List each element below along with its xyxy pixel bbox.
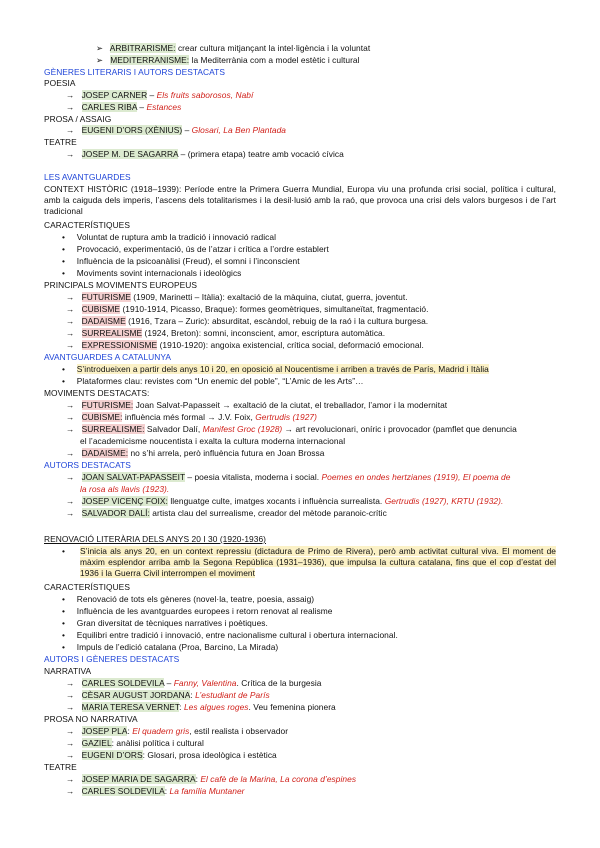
bullet-icon: •: [62, 606, 65, 616]
list-item: → CARLES SOLDEVILA – Fanny, Valentina. Crítica de la burgesia: [66, 678, 322, 688]
movement-name: MEDITERRANISME:: [110, 55, 190, 65]
section-heading: AUTORS DESTACATS: [44, 460, 131, 470]
bullet-icon: •: [62, 256, 65, 266]
bullet-icon: •: [62, 630, 65, 640]
subheading: CARACTERÍSTIQUES: [44, 220, 130, 230]
list-item: → FUTURISME: Joan Salvat-Papasseit → exaltació de la ciutat, el treballador, l’amor i la modernitat: [66, 400, 448, 410]
list-item: • Provocació, experimentació, ús de l’atzar i crítica a l’ordre establert: [62, 244, 329, 254]
arrow-bullet-icon: ➢: [96, 43, 104, 53]
list-item: → JOSEP CARNER – Els fruits saborosos, Nabí: [66, 90, 254, 100]
section-heading: LES AVANTGUARDES: [44, 172, 131, 182]
list-item: → CÈSAR AUGUST JORDANA: L’estudiant de París: [66, 690, 270, 700]
subheading: PRINCIPALS MOVIMENTS EUROPEUS: [44, 280, 198, 290]
list-item: → SALVADOR DALÍ: artista clau del surrealisme, creador del mètode paranoic-crític: [66, 508, 387, 518]
list-item: • Renovació de tots els gèneres (novel·la, teatre, poesia, assaig): [62, 594, 315, 604]
list-item: → JOSEP MARIA DE SAGARRA: El cafè de la Marina, La corona d’espines: [66, 774, 357, 784]
section-heading: AUTORS I GÈNERES DESTACATS: [44, 654, 180, 664]
list-item: → CUBISME: influència més formal → J.V. Foix, Gertrudis (1927): [66, 412, 317, 422]
list-item: • Equilibri entre tradició i innovació, entre nacionalisme cultural i obertura internacional.: [62, 630, 398, 640]
list-item: → CARLES SOLDEVILA: La família Muntaner: [66, 786, 245, 796]
list-item: → JOAN SALVAT-PAPASSEIT – poesia vitalista, moderna i social. Poemes en ondes hertzianes (1919), El poema de: [66, 472, 511, 482]
section-heading: AVANTGUARDES A CATALUNYA: [44, 352, 172, 362]
list-item: → SURREALISME (1924, Breton): somni, inconscient, amor, escriptura automàtica.: [66, 328, 386, 338]
list-item: → SURREALISME: Salvador Dalí, Manifest Groc (1928) → art revolucionari, oníric i provocador (pamflet que denuncia: [66, 424, 517, 434]
bullet-icon: •: [62, 594, 65, 604]
bullet-icon: •: [62, 376, 65, 386]
list-item: • Influència de les avantguardes europees i retorn renovat al realisme: [62, 606, 333, 616]
list-item: → MARIA TERESA VERNET: Les algues roges. Veu femenina pionera: [66, 702, 336, 712]
subheading: CARACTERÍSTIQUES: [44, 582, 130, 592]
list-item: → JOSEP VICENÇ FOIX: llenguatge culte, imatges xocants i influència surrealista. Gertrudis (1927), KRTU (1932).: [66, 496, 504, 506]
arrow-bullet-icon: ➢: [96, 55, 104, 65]
bullet-icon: •: [62, 232, 65, 242]
subheading: PROSA / ASSAIG: [44, 114, 112, 124]
bullet-icon: •: [62, 618, 65, 628]
section-heading: RENOVACIÓ LITERÀRIA DELS ANYS 20 I 30 (1920-1936): [44, 534, 267, 544]
subheading: TEATRE: [44, 762, 77, 772]
bullet-icon: •: [62, 364, 65, 374]
bullet-icon: •: [62, 244, 65, 254]
list-item: → DADAISME: no s’hi arrela, però influència futura en Joan Brossa: [66, 448, 325, 458]
list-item: • Gran diversitat de tècniques narratives i poètiques.: [62, 618, 268, 628]
list-item: → FUTURISME (1909, Marinetti – Itàlia): exaltació de la màquina, ciutat, guerra, joventut.: [66, 292, 408, 302]
list-item: → JOSEP PLA: El quadern gris, estil realista i observador: [66, 726, 289, 736]
subheading: NARRATIVA: [44, 666, 92, 676]
subheading: POESIA: [44, 78, 76, 88]
bullet-icon: •: [62, 642, 65, 652]
list-item: • Plataformes clau: revistes com “Un enemic del poble”, “L’Amic de les Arts”…: [62, 376, 364, 386]
list-item: • S’introdueixen a partir dels anys 10 i 20, en oposició al Noucentisme i arriben a través de París, Madrid i Itàlia: [62, 364, 489, 374]
list-item-continuation: la rosa als llavis (1923).: [80, 484, 170, 494]
list-item: ➢ MEDITERRANISME: la Mediterrània com a model estètic i cultural: [96, 55, 360, 65]
movement-name: ARBITRARISME:: [109, 43, 176, 53]
bullet-icon: •: [62, 546, 65, 556]
list-item-continuation: el l’academicisme noucentista i exalta la cultura moderna internacional: [80, 436, 346, 446]
list-item: → CUBISME (1910-1914, Picasso, Braque): formes geomètriques, simultaneïtat, fragmentació.: [66, 304, 429, 314]
list-item: ➢ ARBITRARISME: crear cultura mitjançant la intel·ligència i la voluntat: [96, 43, 371, 53]
subheading: MOVIMENTS DESTACATS:: [44, 388, 150, 398]
list-item: → CARLES RIBA – Estances: [66, 102, 182, 112]
list-item: → DADAISME (1916, Tzara – Zuric): absurditat, escàndol, rebuig de la raó i la cultura burgesa.: [66, 316, 429, 326]
list-item: → EUGENI D’ORS (XÈNIUS) – Glosari, La Ben Plantada: [66, 125, 286, 135]
list-item: • Moviments sovint internacionals i ideològics: [62, 268, 242, 278]
list-item: • Influència de la psicoanàlisi (Freud), el somni i l’inconscient: [62, 256, 300, 266]
list-item: → GAZIEL: anàlisi política i cultural: [66, 738, 204, 748]
list-item: • Voluntat de ruptura amb la tradició i innovació radical: [62, 232, 276, 242]
section-heading: GÈNERES LITERARIS I AUTORS DESTACATS: [44, 67, 225, 77]
subheading: TEATRE: [44, 137, 77, 147]
intro-paragraph: S’inicia als anys 20, en un context repressiu (dictadura de Primo de Rivera), però amb activitat cultural viva. El moment de màxim esplendor arriba amb la Segona República (1931–1936), que impulsa la cultura catalana, fins que el cop d’estat del 1936 i la Guerra Civil interrompen el moviment: [80, 546, 556, 578]
list-item: → JOSEP M. DE SAGARRA – (primera etapa) teatre amb vocació cívica: [66, 149, 344, 159]
list-item: • Impuls de l’edició catalana (Proa, Barcino, La Mirada): [62, 642, 279, 652]
list-item: → EUGENI D’ORS: Glosari, prosa ideològica i estètica: [66, 750, 277, 760]
list-item: → EXPRESSIONISME (1910-1920): angoixa existencial, crítica social, deformació emocional.: [66, 340, 424, 350]
subheading: PROSA NO NARRATIVA: [44, 714, 138, 724]
context-paragraph: CONTEXT HISTÒRIC (1918–1939): Període entre la Primera Guerra Mundial, Europa viu una profunda crisi social, política i cultural, amb la caiguda dels imperis, l’ascens dels totalitarismes i la desil·lusió amb la raó, que provoca una crisi dels valors burgesos i de l’art tradicional: [44, 184, 556, 216]
bullet-icon: •: [62, 268, 65, 278]
